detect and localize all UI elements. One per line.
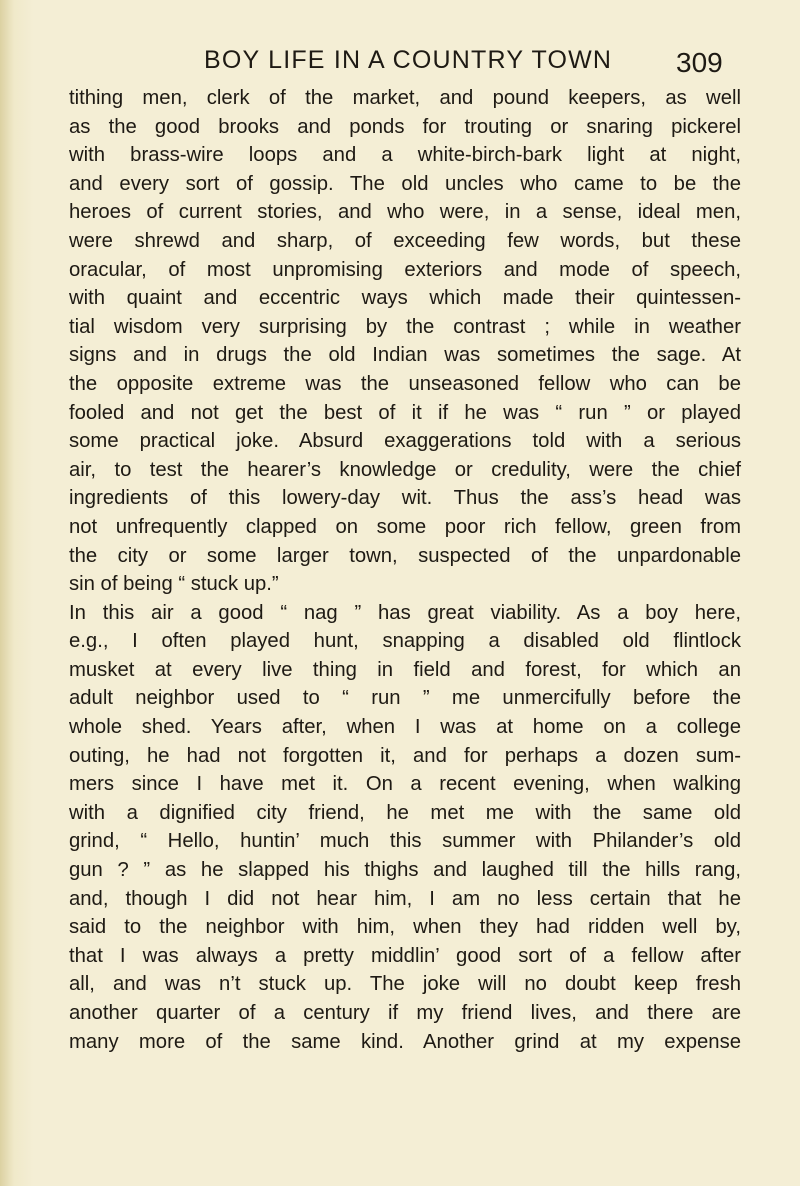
- text-line: signs and in drugs the old Indian was sometimes the sage. At: [69, 344, 741, 367]
- page-header: [0, 42, 800, 82]
- text-line: gun ? ” as he slapped his thighs and laughed till the hills rang,: [69, 859, 741, 882]
- page-number: 309: [676, 47, 723, 78]
- text-line: the city or some larger town, suspected of the unpardonable: [69, 544, 741, 567]
- text-line: fooled and not get the best of it if he was “ run ” or played: [69, 401, 741, 424]
- text-line: air, to test the hearer’s knowledge or credulity, were the chief: [69, 458, 741, 481]
- text-line: were shrewd and sharp, of exceeding few words, but these: [69, 229, 741, 252]
- text-line: another quarter of a century if my friend lives, and there are: [69, 1002, 741, 1024]
- text-line: tithing men, clerk of the market, and pound keepers, as well: [69, 87, 741, 109]
- text-line: with a dignified city friend, he met me with the same old: [69, 801, 741, 824]
- text-line: and, though I did not hear him, I am no less certain that he: [69, 887, 741, 910]
- text-line: outing, he had not forgotten it, and for perhaps a dozen sum-: [69, 744, 741, 767]
- text-line: all, and was n’t stuck up. The joke will no doubt keep fresh: [69, 973, 741, 996]
- text-line: with quaint and eccentric ways which made their quintessen-: [69, 287, 741, 310]
- text-line: heroes of current stories, and who were, in a sense, ideal men,: [69, 201, 741, 224]
- text-line: not unfrequently clapped on some poor rich fellow, green from: [69, 515, 741, 538]
- text-line: e.g., I often played hunt, snapping a disabled old flintlock: [69, 630, 741, 653]
- text-line: adult neighbor used to “ run ” me unmercifully before the: [69, 687, 741, 710]
- text-line: said to the neighbor with him, when they had ridden well by,: [69, 916, 741, 939]
- text-line: mers since I have met it. On a recent evening, when walking: [69, 773, 741, 796]
- text-line: as the good brooks and ponds for trouting or snaring pickerel: [69, 115, 741, 138]
- text-line: some practical joke. Absurd exaggerations told with a serious: [69, 430, 741, 453]
- text-line: the opposite extreme was the unseasoned fellow who can be: [69, 372, 741, 395]
- paragraph-start-line: In this air a good “ nag ” has great viability. As a boy here,: [69, 601, 741, 624]
- text-line: grind, “ Hello, huntin’ much this summer with Philander’s old: [69, 830, 741, 853]
- text-line: whole shed. Years after, when I was at home on a college: [69, 716, 741, 739]
- text-line: ingredients of this lowery-day wit. Thus the ass’s head was: [69, 487, 741, 510]
- text-line: many more of the same kind. Another grind at my expense: [69, 1030, 741, 1053]
- body-text: [69, 84, 741, 1056]
- text-line: musket at every live thing in field and forest, for which an: [69, 658, 741, 681]
- text-line: tial wisdom very surprising by the contrast ; while in weather: [69, 315, 741, 338]
- text-line: and every sort of gossip. The old uncles who came to be the: [69, 172, 741, 195]
- text-line: that I was always a pretty middlin’ good sort of a fellow after: [69, 944, 741, 967]
- text-line: oracular, of most unpromising exteriors and mode of speech,: [69, 258, 741, 281]
- text-line: with brass-wire loops and a white-birch-bark light at night,: [69, 144, 741, 167]
- paragraph-end-line: sin of being “ stuck up.”: [69, 573, 279, 596]
- running-title: BOY LIFE IN A COUNTRY TOWN: [204, 46, 613, 74]
